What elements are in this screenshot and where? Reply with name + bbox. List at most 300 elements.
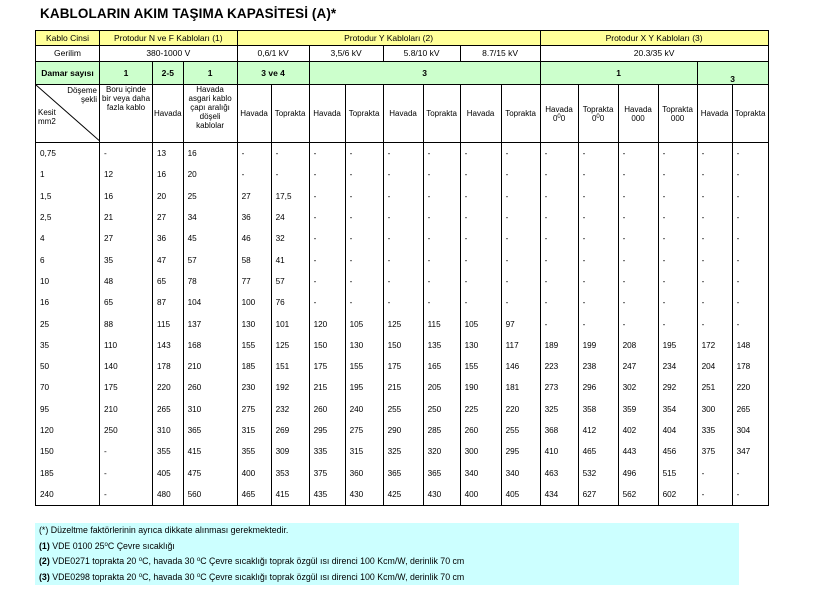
capacity-cell: - [697,207,732,228]
capacity-cell: 20 [153,186,184,207]
core-count-3: 3 [309,62,540,85]
capacity-cell: 16 [153,164,184,185]
note-2-label: (2) [39,556,50,566]
capacity-cell: - [732,249,768,270]
capacity-cell: 295 [501,441,540,462]
table-row [36,313,769,334]
capacity-cell: 365 [423,462,460,483]
capacity-cell: - [732,484,768,506]
method-label: Toprakta [582,104,614,114]
capacity-cell: 27 [153,207,184,228]
capacity-cell: - [100,484,153,506]
capacity-cell: 340 [501,462,540,483]
capacity-cell: 355 [237,441,271,462]
capacity-cell: 41 [271,249,309,270]
capacity-cell: - [578,164,618,185]
capacity-cell: - [460,271,501,292]
capacity-cell: - [578,313,618,334]
capacity-cell: 295 [309,420,345,441]
capacity-cell: 290 [383,420,423,441]
capacity-cell: 195 [658,335,697,356]
capacity-cell: - [578,228,618,249]
capacity-cell: - [658,164,697,185]
cross-section-cell: 240 [36,484,100,506]
note-2 [35,554,739,570]
capacity-cell: - [383,207,423,228]
capacity-cell: 125 [383,313,423,334]
capacity-cell: 34 [183,207,237,228]
doseme-label: Döşeme şekli [67,86,97,104]
method-havada-6 [540,85,578,143]
capacity-cell: - [540,186,578,207]
capacity-cell: - [309,186,345,207]
capacity-cell: - [345,228,383,249]
capacity-cell: 115 [153,313,184,334]
cross-section-cell: 70 [36,377,100,398]
capacity-cell: - [383,292,423,313]
capacity-cell: 325 [383,441,423,462]
capacity-cell: 155 [460,356,501,377]
capacity-cell: - [732,462,768,483]
capacity-cell: 515 [658,462,697,483]
capacity-cell: 354 [658,399,697,420]
capacity-cell: 181 [501,377,540,398]
capacity-cell: 425 [383,484,423,506]
cross-section-cell: 2,5 [36,207,100,228]
method-havada-7 [618,85,658,143]
capacity-cell: 275 [237,399,271,420]
installation-row [36,85,769,143]
capacity-cell: 215 [383,377,423,398]
capacity-cell: 365 [383,462,423,483]
capacity-cell: 265 [153,399,184,420]
capacity-cell: 105 [345,313,383,334]
capacity-cell: 175 [309,356,345,377]
capacity-cell: 178 [732,356,768,377]
nf-group-header: Protodur N ve F Kabloları (1) [100,31,238,46]
capacity-table [35,30,769,506]
trefoil-sub-2: 0 [599,113,605,123]
method-havada-8: Havada [697,85,732,143]
capacity-cell: 24 [271,207,309,228]
capacity-cell: - [501,228,540,249]
capacity-cell: 412 [578,420,618,441]
capacity-cell: - [658,292,697,313]
table-row [36,271,769,292]
capacity-cell: 155 [345,356,383,377]
capacity-cell: 48 [100,271,153,292]
capacity-cell: 17,5 [271,186,309,207]
capacity-cell: 135 [423,335,460,356]
capacity-cell: 315 [345,441,383,462]
table-row [36,399,769,420]
method-toprakta-6 [658,85,697,143]
capacity-cell: 140 [100,356,153,377]
cross-section-cell: 0,75 [36,143,100,165]
note-2-text-c: C Çevre sıcaklığı toprak özgül ısı direnci 100 Kcm/W, derinlik 70 cm [200,556,465,566]
capacity-cell: 304 [732,420,768,441]
method-label: Toprakta [662,104,693,114]
capacity-cell: 465 [578,441,618,462]
capacity-cell: 27 [237,186,271,207]
capacity-cell: - [423,292,460,313]
capacity-cell: 265 [732,399,768,420]
cross-section-cell: 35 [36,335,100,356]
degree-symbol: o [196,557,201,563]
capacity-cell: - [345,186,383,207]
capacity-cell: 335 [697,420,732,441]
cross-section-cell: 120 [36,420,100,441]
capacity-cell: - [732,143,768,165]
capacity-cell: 400 [237,462,271,483]
capacity-cell: - [501,186,540,207]
note-3-label: (3) [39,571,50,582]
gerilim-label: Gerilim [36,46,100,62]
capacity-cell: 340 [460,462,501,483]
capacity-cell: 76 [271,292,309,313]
capacity-cell: - [658,228,697,249]
capacity-cell: 97 [501,313,540,334]
capacity-cell: 210 [100,399,153,420]
core-count-row [36,62,769,85]
voltage-xy: 20.3/35 kV [540,46,768,62]
capacity-cell: - [423,271,460,292]
capacity-cell: 45 [183,228,237,249]
capacity-cell: - [658,271,697,292]
capacity-cell: - [658,143,697,165]
capacity-cell: 320 [423,441,460,462]
damar-sayisi-label: Damar sayısı [36,62,100,85]
method-boru: Boru içinde bir veya daha fazla kablo [100,85,153,143]
capacity-cell: 143 [153,335,184,356]
capacity-cell: 148 [732,335,768,356]
capacity-cell: 375 [309,462,345,483]
capacity-cell: 172 [697,335,732,356]
method-toprakta-7: Toprakta [732,85,768,143]
capacity-cell: 315 [237,420,271,441]
capacity-cell: - [732,292,768,313]
capacity-cell: 443 [618,441,658,462]
table-row [36,441,769,462]
capacity-cell: 151 [271,356,309,377]
capacity-cell: - [309,228,345,249]
capacity-cell: 65 [153,271,184,292]
method-havada-asgari: Havada asgari kablo çapı aralığı döşeli kablolar [183,85,237,143]
capacity-cell: - [309,207,345,228]
method-toprakta-4: Toprakta [501,85,540,143]
method-toprakta-1: Toprakta [271,85,309,143]
capacity-cell: 165 [423,356,460,377]
capacity-cell: - [540,164,578,185]
table-row [36,335,769,356]
capacity-cell: - [460,228,501,249]
capacity-cell: 404 [658,420,697,441]
trefoil-sub: 0 [591,113,597,123]
table-row [36,186,769,207]
capacity-cell: 155 [237,335,271,356]
capacity-cell: 65 [100,292,153,313]
capacity-cell: 251 [697,377,732,398]
capacity-cell: - [309,143,345,165]
capacity-cell: 175 [383,356,423,377]
trefoil-sub-2: 0 [560,113,566,123]
capacity-cell: - [383,164,423,185]
capacity-cell: - [618,313,658,334]
capacity-cell: - [578,207,618,228]
capacity-cell: - [578,186,618,207]
voltage-y3: 5.8/10 kV [383,46,460,62]
capacity-cell: 456 [658,441,697,462]
capacity-cell: 260 [460,420,501,441]
core-count-1c: 1 [540,62,697,85]
capacity-cell: 480 [153,484,184,506]
capacity-cell: 47 [153,249,184,270]
capacity-cell: 101 [271,313,309,334]
capacity-cell: - [460,292,501,313]
core-count-3-ve-4: 3 ve 4 [237,62,309,85]
capacity-cell: - [540,228,578,249]
capacity-cell: 178 [153,356,184,377]
capacity-cell: - [423,249,460,270]
capacity-cell: 400 [460,484,501,506]
note-general-text: (*) Düzeltme faktörlerinin ayrıca dikkate alınması gerekmektedir. [39,525,289,535]
capacity-cell: 32 [271,228,309,249]
capacity-cell: - [658,249,697,270]
capacity-cell: 130 [460,335,501,356]
capacity-cell: 269 [271,420,309,441]
capacity-cell: 77 [237,271,271,292]
capacity-cell: 309 [271,441,309,462]
capacity-cell: - [383,249,423,270]
table-row [36,143,769,165]
capacity-cell: - [658,207,697,228]
capacity-cell: 130 [237,313,271,334]
capacity-cell: - [100,441,153,462]
capacity-cell: 238 [578,356,618,377]
core-count-2-5: 2-5 [153,62,184,85]
capacity-cell: - [697,249,732,270]
capacity-cell: 465 [237,484,271,506]
table-row [36,249,769,270]
capacity-cell: 104 [183,292,237,313]
capacity-cell: - [578,249,618,270]
capacity-cell: 560 [183,484,237,506]
cross-section-cell: 25 [36,313,100,334]
capacity-cell: - [732,313,768,334]
capacity-cell: 192 [271,377,309,398]
capacity-cell: - [237,143,271,165]
capacity-cell: 146 [501,356,540,377]
capacity-cell: 46 [237,228,271,249]
capacity-cell: - [732,207,768,228]
capacity-cell: 190 [460,377,501,398]
capacity-cell: 137 [183,313,237,334]
capacity-cell: 27 [100,228,153,249]
capacity-cell: 402 [618,420,658,441]
table-row [36,462,769,483]
capacity-cell: 463 [540,462,578,483]
capacity-cell: 602 [658,484,697,506]
xy-group-header: Protodur X Y Kabloları (3) [540,31,768,46]
capacity-cell: - [578,292,618,313]
capacity-cell: 199 [578,335,618,356]
capacity-cell: - [540,207,578,228]
capacity-cell: 335 [309,441,345,462]
capacity-cell: 110 [100,335,153,356]
cable-type-row [36,31,769,46]
capacity-cell: - [618,249,658,270]
kesit-label: Kesit mm2 [38,108,56,126]
cross-section-cell: 4 [36,228,100,249]
trefoil-sub: 0 [552,113,558,123]
capacity-cell: - [423,143,460,165]
capacity-cell: 405 [153,462,184,483]
capacity-cell: - [618,228,658,249]
capacity-cell: - [697,313,732,334]
capacity-cell: - [460,207,501,228]
page-title: KABLOLARIN AKIM TAŞIMA KAPASİTESİ (A)* [40,6,337,21]
capacity-cell: 232 [271,399,309,420]
capacity-cell: 117 [501,335,540,356]
note-3-text-b: C, havada 30 [142,571,197,582]
capacity-cell: 195 [345,377,383,398]
capacity-cell: - [309,292,345,313]
capacity-cell: 36 [153,228,184,249]
method-label: Havada [545,104,573,114]
capacity-cell: - [309,249,345,270]
note-1 [35,539,739,555]
capacity-cell: - [540,249,578,270]
capacity-cell: 292 [658,377,697,398]
capacity-cell: 16 [100,186,153,207]
capacity-cell: 310 [153,420,184,441]
cross-section-cell: 16 [36,292,100,313]
capacity-cell: 25 [183,186,237,207]
capacity-cell: - [460,143,501,165]
voltage-y2: 3,5/6 kV [309,46,383,62]
capacity-cell: 430 [345,484,383,506]
capacity-cell: 223 [540,356,578,377]
y-group-header: Protodur Y Kabloları (2) [237,31,540,46]
capacity-cell: 365 [183,420,237,441]
capacity-cell: 250 [100,420,153,441]
degree-symbol: o [104,541,108,548]
table-row [36,484,769,506]
trefoil-sup: 0 [596,113,600,120]
capacity-cell: 375 [697,441,732,462]
capacity-cell: - [423,186,460,207]
capacity-cell: - [618,186,658,207]
capacity-cell: 115 [423,313,460,334]
note-2-text-a: VDE0271 toprakta 20 [49,556,139,566]
capacity-cell: 355 [153,441,184,462]
table-row [36,356,769,377]
note-2-text-b: C, havada 30 [142,556,197,566]
method-havada-4: Havada [383,85,423,143]
capacity-cell: 150 [383,335,423,356]
capacity-cell: 100 [237,292,271,313]
capacity-cell: - [732,271,768,292]
capacity-cell: 255 [501,420,540,441]
capacity-cell: - [460,249,501,270]
capacity-cell: 58 [237,249,271,270]
capacity-cell: - [345,271,383,292]
capacity-cell: - [501,164,540,185]
method-havada-2: Havada [237,85,271,143]
capacity-cell: - [271,143,309,165]
capacity-cell: 405 [501,484,540,506]
method-toprakta-5 [578,85,618,143]
capacity-cell: - [383,143,423,165]
core-count-1b: 1 [183,62,237,85]
capacity-cell: - [578,143,618,165]
capacity-cell: - [540,143,578,165]
capacity-cell: - [618,292,658,313]
capacity-cell: - [423,228,460,249]
capacity-cell: - [540,313,578,334]
capacity-cell: 359 [618,399,658,420]
capacity-cell: 300 [697,399,732,420]
capacity-cell: - [540,271,578,292]
capacity-cell: - [345,207,383,228]
capacity-cell: - [309,271,345,292]
cross-section-cell: 185 [36,462,100,483]
note-1-text-b: C Çevre sıcaklığı [107,540,175,551]
capacity-cell: 250 [423,399,460,420]
capacity-cell: 410 [540,441,578,462]
note-1-text-a: VDE 0100 25 [49,540,105,551]
table-row [36,292,769,313]
flat-sub: 000 [670,113,685,123]
capacity-cell: 273 [540,377,578,398]
table-row [36,207,769,228]
core-count-3b: 3 [697,62,768,85]
note-3-text-a: VDE0298 toprakta 20 [49,571,139,582]
capacity-cell: 88 [100,313,153,334]
capacity-cell: 189 [540,335,578,356]
cross-section-cell: 150 [36,441,100,462]
capacity-cell: - [383,186,423,207]
capacity-cell: - [578,271,618,292]
capacity-cell: 302 [618,377,658,398]
capacity-cell: 87 [153,292,184,313]
capacity-cell: 562 [618,484,658,506]
capacity-cell: - [383,271,423,292]
capacity-cell: 220 [501,399,540,420]
capacity-cell: 296 [578,377,618,398]
capacity-cell: 20 [183,164,237,185]
capacity-cell: 150 [309,335,345,356]
capacity-cell: - [697,186,732,207]
capacity-cell: 240 [345,399,383,420]
capacity-cell: 185 [237,356,271,377]
capacity-cell: - [501,271,540,292]
method-toprakta-3: Toprakta [423,85,460,143]
degree-symbol: o [138,557,143,563]
table-body [36,143,769,506]
cross-section-cell: 50 [36,356,100,377]
capacity-cell: 275 [345,420,383,441]
capacity-cell: - [732,228,768,249]
capacity-cell: 21 [100,207,153,228]
note-3 [35,570,739,586]
note-general [35,523,739,539]
capacity-cell: 130 [345,335,383,356]
capacity-cell: - [237,164,271,185]
capacity-cell: 57 [183,249,237,270]
capacity-cell: 35 [100,249,153,270]
flat-sub: 000 [631,113,645,123]
